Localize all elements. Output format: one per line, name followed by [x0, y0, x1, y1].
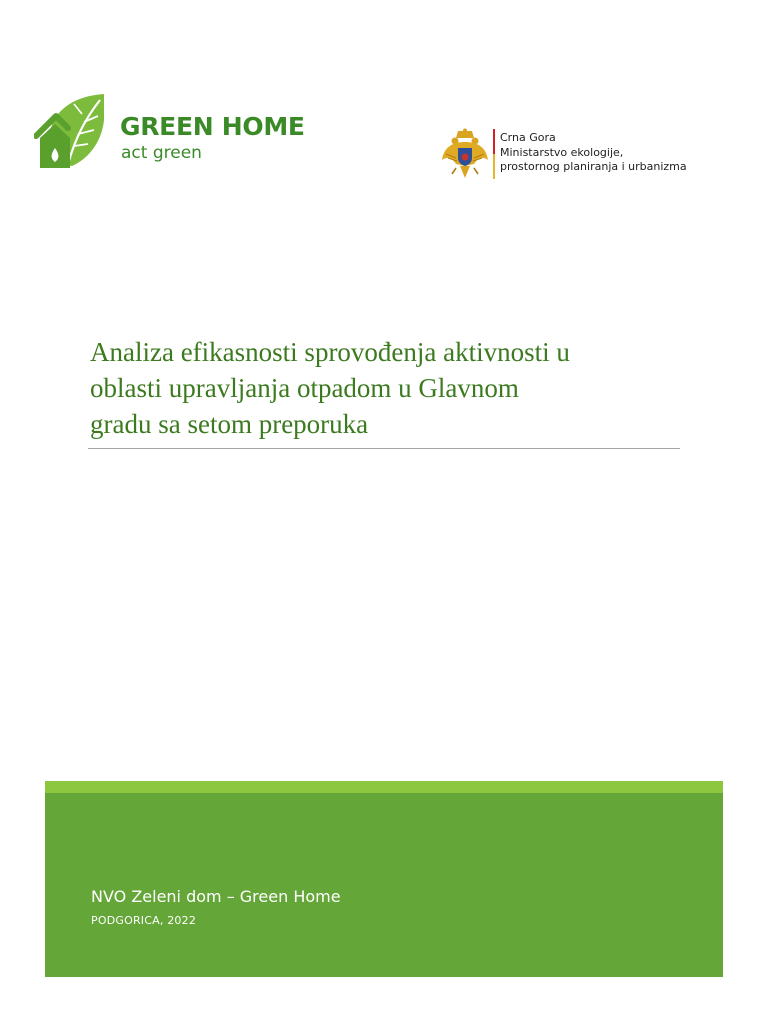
title-line-1: Analiza efikasnosti sprovođenja aktivnosti u	[90, 337, 570, 367]
organization-name: NVO Zeleni dom – Green Home	[91, 887, 341, 906]
brand-tagline: act green	[121, 143, 202, 163]
title-line-2: oblasti upravljanja otpadom u Glavnom	[90, 373, 519, 403]
footer-band-accent	[45, 781, 723, 793]
ministry-name	[500, 131, 687, 175]
brand-name: GREEN HOME	[120, 112, 305, 141]
title-divider	[88, 448, 680, 449]
title-line-3: gradu sa setom preporuka	[90, 409, 369, 439]
green-home-logo	[34, 92, 314, 172]
place-and-year: PODGORICA, 2022	[91, 914, 197, 927]
leaf-house-icon	[34, 92, 106, 170]
ministry-line-name: Ministarstvo ekologije,	[500, 145, 624, 159]
ministry-logo	[440, 128, 740, 182]
coat-of-arms-icon	[440, 128, 490, 182]
document-title	[90, 334, 690, 442]
ministry-divider	[493, 129, 495, 179]
ministry-line-name-cont: prostornog planiranja i urbanizma	[500, 160, 687, 173]
footer-band	[45, 781, 723, 977]
ministry-line-country: Crna Gora	[500, 131, 556, 144]
